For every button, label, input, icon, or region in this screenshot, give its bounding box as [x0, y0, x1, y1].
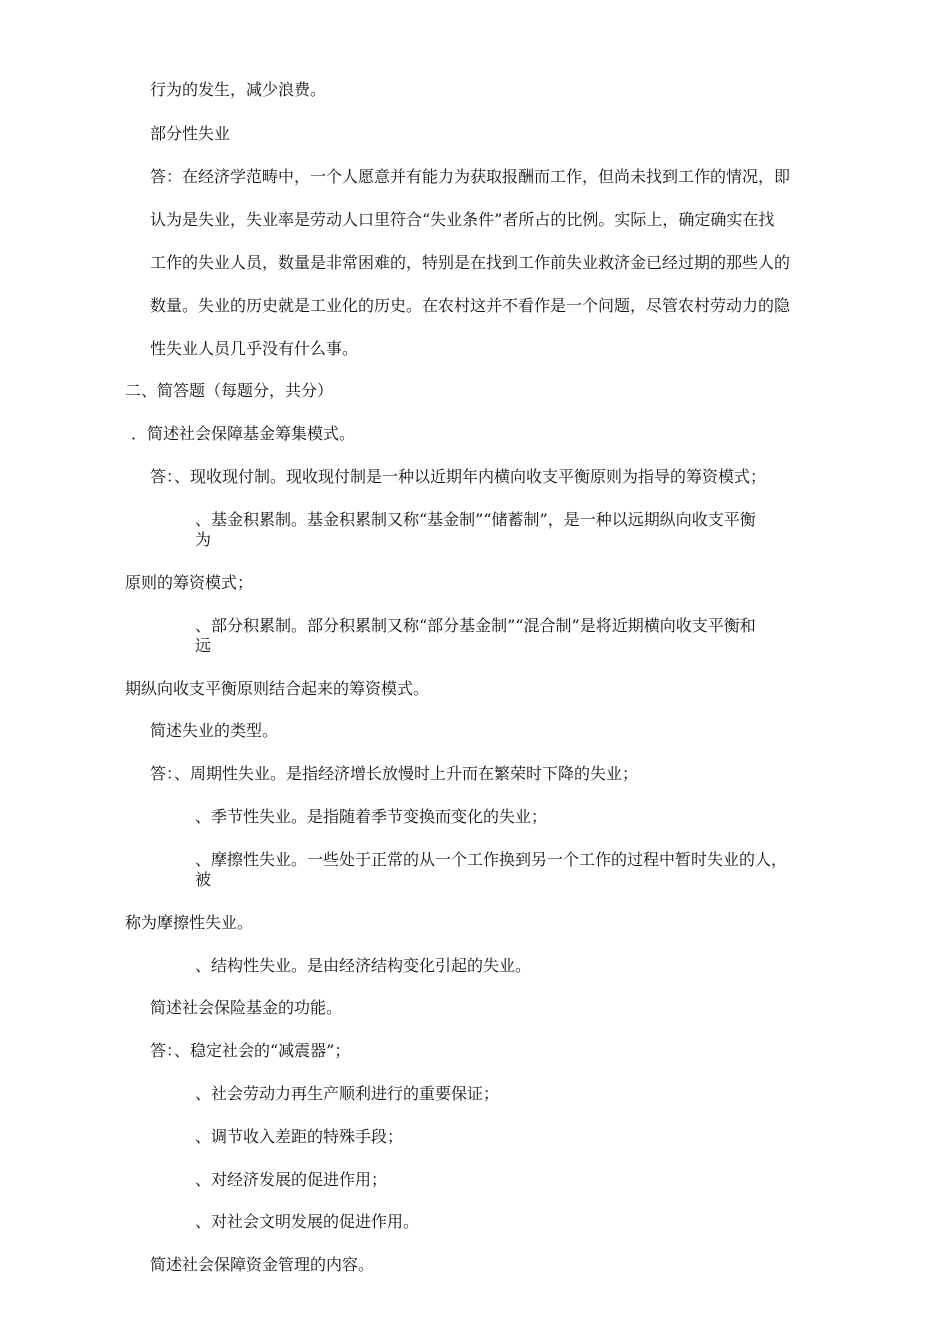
text-line: 行为的发生，减少浪费。 — [150, 80, 327, 99]
answer-line: 、结构性失业。是由经济结构变化引起的失业。 — [195, 956, 532, 975]
question-heading: 简述社会保险基金的功能。 — [150, 998, 343, 1017]
question-heading: 简述失业的类型。 — [150, 721, 279, 740]
answer-line: 、部分积累制。部分积累制又称“部分基金制”“混合制”是将近期横向收支平衡和 — [195, 616, 756, 635]
answer-line: 答：、稳定社会的“减震器”； — [150, 1041, 351, 1060]
answer-line: 答：、现收现付制。现收现付制是一种以近期年内横向收支平衡原则为指导的筹资模式； — [150, 467, 767, 486]
answer-line: 、对社会文明发展的促进作用。 — [195, 1212, 420, 1231]
section-heading: 二、简答题（每题分，共分） — [125, 381, 334, 400]
question-heading: 简述社会保障资金管理的内容。 — [150, 1255, 375, 1274]
answer-line: 、季节性失业。是指随着季节变换而变化的失业； — [195, 807, 548, 826]
text-line: 称为摩擦性失业。 — [125, 913, 254, 932]
answer-line-wrap: 为 — [195, 530, 212, 549]
answer-line-wrap: 被 — [195, 870, 212, 889]
text-line: 数量。失业的历史就是工业化的历史。在农村这并不看作是一个问题，尽管农村劳动力的隐 — [150, 296, 791, 315]
text-line: 性失业人员几乎没有什么事。 — [150, 339, 359, 358]
text-line: 期纵向收支平衡原则结合起来的筹资模式。 — [125, 679, 430, 698]
text-line: 答：在经济学范畴中，一个人愿意并有能力为获取报酬而工作，但尚未找到工作的情况，即 — [150, 167, 791, 186]
answer-line: 、对经济发展的促进作用； — [195, 1170, 388, 1189]
text-line: 原则的筹资模式； — [125, 573, 254, 592]
answer-line: 、社会劳动力再生产顺利进行的重要保证； — [195, 1084, 500, 1103]
text-line: 工作的失业人员，数量是非常困难的，特别是在找到工作前失业救济金已经过期的那些人的 — [150, 253, 791, 272]
answer-line: 、调节收入差距的特殊手段； — [195, 1127, 404, 1146]
text-line: 认为是失业，失业率是劳动人口里符合“失业条件”者所占的比例。实际上，确定确实在找 — [150, 210, 775, 229]
term-heading: 部分性失业 — [150, 124, 231, 143]
answer-line: 、基金积累制。基金积累制又称“基金制”“储蓄制”，是一种以远期纵向收支平衡 — [195, 510, 756, 529]
question-heading: ．简述社会保障基金筹集模式。 — [131, 424, 356, 443]
answer-line: 答：、周期性失业。是指经济增长放慢时上升而在繁荣时下降的失业； — [150, 764, 639, 783]
answer-line: 、摩擦性失业。一些处于正常的从一个工作换到另一个工作的过程中暂时失业的人， — [195, 850, 788, 869]
answer-line-wrap: 远 — [195, 636, 212, 655]
